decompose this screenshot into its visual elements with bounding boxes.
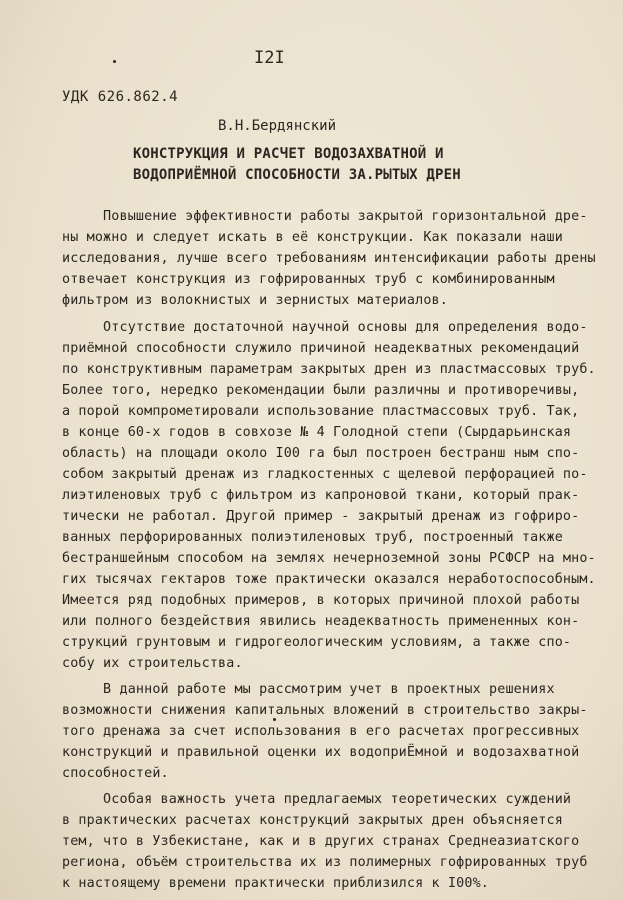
body-line: Повышение эффективности работы закрытой горизонтальной дре- [62, 209, 588, 224]
body-line: в конце 60-х годов в совхозе № 4 Голодной степи (Сырдарьинская [62, 425, 572, 440]
body-line: или полного бездействия явились неадекватность примененных кон- [62, 614, 580, 629]
body-line: региона, объём строительства их из полимерных гофрированных труб [62, 855, 588, 870]
body-line: а порой компрометировали использование пластмассовых труб. Так, [62, 404, 580, 419]
body-line: отвечает конструкция из гофрированных труб с комбинированным [62, 272, 555, 287]
author-name: В.Н.Бердянский [218, 118, 337, 134]
body-line: лиэтиленовых труб с фильтром из капроновой ткани, который прак- [62, 488, 580, 503]
body-line: тем, что в Узбекистане, как и в других странах Среднеазиатского [62, 834, 580, 849]
body-line: Особая важность учета предлагаемых теоретических суждений [62, 792, 572, 807]
body-line: В данной работе мы рассмотрим учет в проектных решениях [62, 682, 555, 697]
body-line: гих тысячах гектаров тоже практически оказался неработоспособным. [62, 572, 596, 587]
body-line: возможности снижения капитальных вложений в строительство закры- [62, 703, 588, 718]
body-line: бестраншейным способом на землях нечерноземной зоны РСФСР на мно- [62, 551, 596, 566]
body-line: собу их строительства. [62, 656, 243, 671]
body-line: способностей. [62, 766, 169, 781]
body-line: приёмной способности служило причиной неадекватных рекомендаций [62, 341, 580, 356]
body-line: к настоящему времени практически приблизился к I00%. [62, 876, 490, 891]
body-line: тически не работал. Другой пример - закрытый дренаж из гофриро- [62, 509, 580, 524]
body-line: ванных перфорированных полиэтиленовых труб, построенный также [62, 530, 563, 545]
udk-code: УДК 626.862.4 [62, 89, 179, 105]
body-line: в практических расчетах конструкций закрытых дрен объясняется [62, 813, 563, 828]
ink-dot [113, 60, 116, 63]
body-line: конструкций и правильной оценки их водоприЁмной и водозахватной [62, 745, 580, 760]
page-number: I2I [254, 48, 285, 68]
body-line: область) на площади около I00 га был построен бестранш ным спо- [62, 446, 580, 461]
body-line: по конструктивным параметрам закрытых дрен из пластмассовых труб. [62, 362, 596, 377]
body-line: фильтром из волокнистых и зернистых материалов. [62, 293, 448, 308]
body-line: струкций грунтовым и гидрогеологическим условиям, а также спо- [62, 635, 572, 650]
body-line: того дренажа за счет использования в его расчетах прогрессивных [62, 724, 580, 739]
body-line: исследования, лучше всего требованиям интенсификации работы дрены [62, 251, 596, 266]
body-line: Имеется ряд подобных примеров, в которых причиной плохой работы [62, 593, 580, 608]
body-line: Отсутствие достаточной научной основы для определения водо- [62, 320, 588, 335]
body-line: собом закрытый дренаж из гладкостенных с щелевой перфорацией по- [62, 467, 588, 482]
title-line: КОНСТРУКЦИЯ И РАСЧЕТ ВОДОЗАХВАТНОЙ И [133, 146, 444, 162]
body-line: ны можно и следует искать в её конструкции. Как показали наши [62, 230, 563, 245]
ink-dot [273, 718, 276, 721]
title-line: ВОДОПРИЁМНОЙ СПОСОБНОСТИ ЗА.РЫТЫХ ДРЕН [133, 167, 461, 183]
body-line: Более того, нередко рекомендации были различны и противоречивы, [62, 383, 580, 398]
